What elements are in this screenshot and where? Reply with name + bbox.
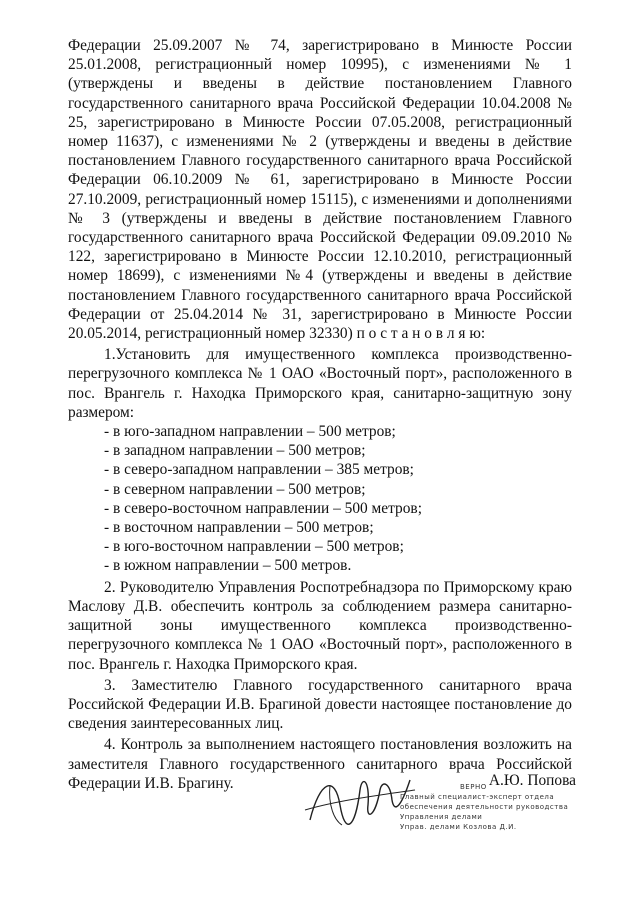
signature-block xyxy=(300,760,600,880)
direction-item: - в южном направлении – 500 метров. xyxy=(104,557,352,575)
direction-item: - в восточном направлении – 500 метров; xyxy=(104,519,374,537)
directions-list xyxy=(68,422,572,576)
stamp-line: Управления делами xyxy=(400,813,483,821)
stamp-line: обеспечения деятельности руководства xyxy=(400,803,569,811)
item-4-paragraph: 4. Контроль за выполнением настоящего постановления возложить на заместителя Главного государственного санитарного врача Российской Федерации И.В. Брагину. xyxy=(68,736,572,792)
signer-name: А.Ю. Попова xyxy=(488,772,576,789)
certification-stamp xyxy=(400,782,600,832)
document-page xyxy=(68,36,572,793)
direction-item: - в западном направлении – 500 метров; xyxy=(104,442,366,460)
item-1-paragraph: 1.Установить для имущественного комплекса производственно-перегрузочного комплекса № 1 ОАО «Восточный порт», расположенного в пос. Врангель г. Находка Приморского края, санитарно-защитную зону размером: xyxy=(68,346,572,421)
stamp-line: Управ. делами Козлова Д.И. xyxy=(400,823,517,831)
item-2-paragraph: 2. Руководителю Управления Роспотребнадзора по Приморскому краю Маслову Д.В. обеспечить контроль за соблюдением размера санитарно-защитной зоны имущественного комплекса производственно-перегрузочного комплекса № 1 ОАО «Восточный порт», расположенного в пос. Врангель г. Находка Приморского края. xyxy=(68,578,572,673)
item-3-paragraph: 3. Заместителю Главного государственного санитарного врача Российской Федерации И.В. Брагиной довести настоящее постановление до сведения заинтересованных лиц. xyxy=(68,676,572,733)
direction-item: - в северном направлении – 500 метров; xyxy=(104,480,366,498)
direction-item: - в юго-восточном направлении – 500 метров; xyxy=(104,538,404,556)
stamp-line: Главный специалист-эксперт отдела xyxy=(400,793,555,801)
direction-item: - в юго-западном направлении – 500 метров; xyxy=(104,423,396,441)
intro-paragraph: Федерации 25.09.2007 № 74, зарегистрировано в Минюсте России 25.01.2008, регистрационный номер 10995), с изменениями № 1 (утверждены и введены в действие постановлением Главного государственного санитарного врача Российской Федерации 10.04.2008 № 25, зарегистрировано в Минюсте России 07.05.2008, регистрационный номер 11637), с изменениями № 2 (утверждены и введены в действие постановлением Главного государственного санитарного врача Российской Федерации 06.10.2009 № 61, зарегистрировано в Минюсте России 27.10.2009, регистрационный номер 15115), с изменениями и дополнениями № 3 (утверждены и введены в действие постановлением Главного государственного санитарного врача Российской Федерации 09.09.2010 № 122, зарегистрировано в Минюсте России 12.10.2010, регистрационный номер 18699), с изменениями №4 (утверждены и введены в действие постановлением Главного государственного санитарного врача Российской Федерации от 25.04.2014 № 31, зарегистрировано в Минюсте России 20.05.2014, регистрационный номер 32330) п о с т а н о в л я ю: xyxy=(68,37,572,343)
direction-item: - в северо-западном направлении – 385 метров; xyxy=(104,461,414,479)
direction-item: - в северо-восточном направлении – 500 метров; xyxy=(104,499,422,517)
stamp-line: ВЕРНО xyxy=(460,783,487,791)
